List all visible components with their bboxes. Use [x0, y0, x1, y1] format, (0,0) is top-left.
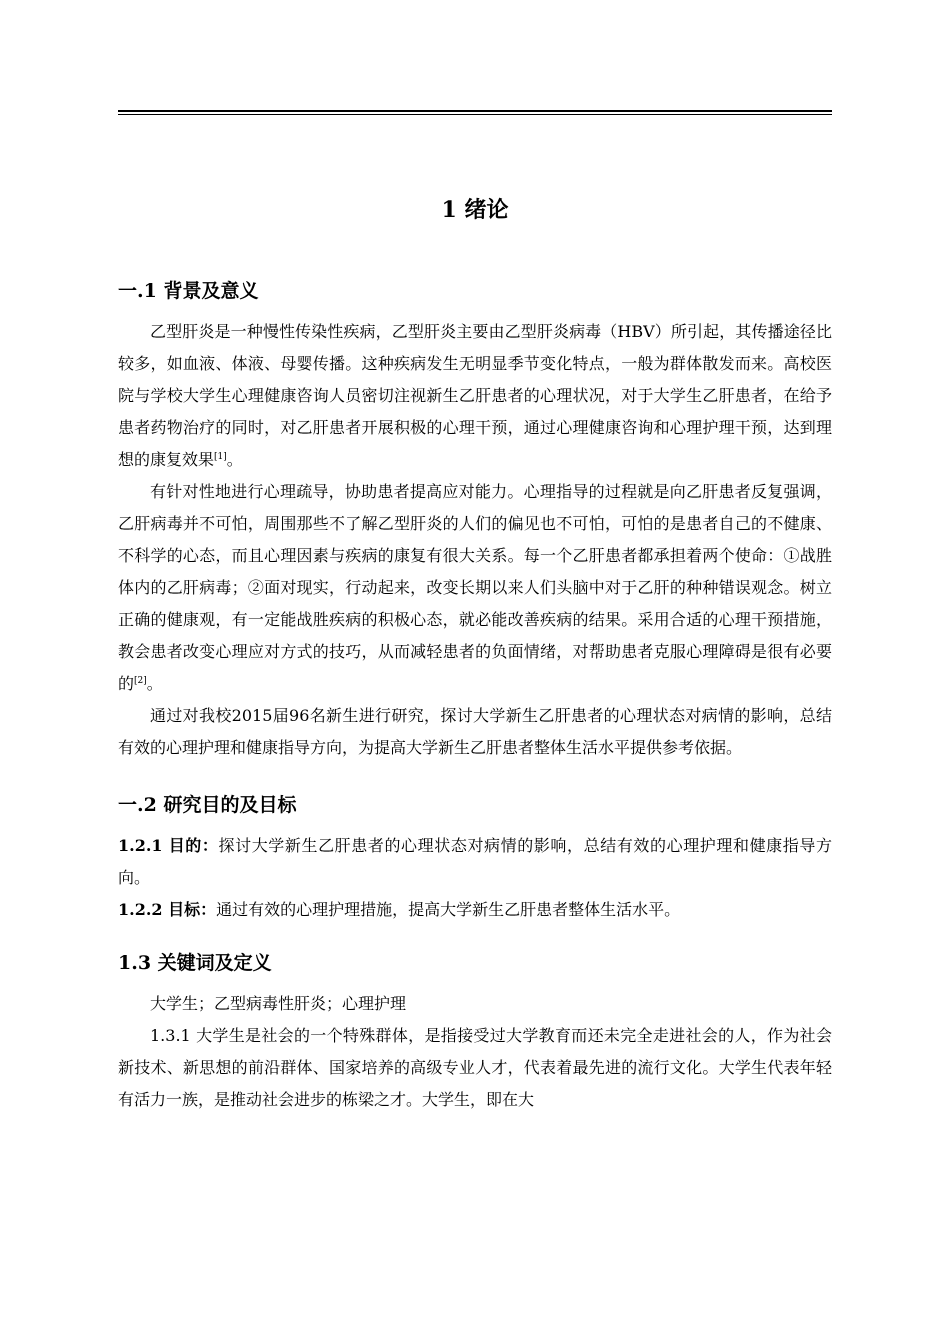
chapter-title: 1 绪论 [441, 197, 509, 223]
item-label: 1.2.1 目的： [118, 836, 219, 855]
section-title-background: 一.1 背景及意义 [118, 280, 259, 302]
paragraph-background-2 [118, 476, 832, 700]
citation-ref: [1] [214, 452, 227, 462]
objective-item-goal [118, 894, 832, 926]
item-label: 1.2.2 目标： [118, 900, 217, 919]
item-text: 探讨大学新生乙肝患者的心理状态对病情的影响，总结有效的心理护理和健康指导方向。 [118, 836, 832, 887]
header-rule-thin [118, 114, 832, 115]
section-title-keywords: 1.3 关键词及定义 [118, 952, 272, 974]
paragraph-end: 。 [226, 450, 243, 469]
document-body [118, 180, 832, 1116]
paragraph-text: 有针对性地进行心理疏导，协助患者提高应对能力。心理指导的过程就是向乙肝患者反复强调，乙肝病毒并不可怕，周围那些不了解乙型肝炎的人们的偏见也不可怕，可怕的是患者自己的不健康、不科学的心态，而且心理因素与疾病的康复有很大关系。每一个乙肝患者都承担着两个使命：①战胜体内的乙肝病毒；②面对现实，行动起来，改变长期以来人们头脑中对于乙肝的种种错误观念。树立正确的健康观，有一定能战胜疾病的积极心态，就必能改善疾病的结果。采用合适的心理干预措施，教会患者改变心理应对方式的技巧，从而减轻患者的负面情绪，对帮助患者克服心理障碍是很有必要的 [118, 482, 832, 693]
paragraph-text: 乙型肝炎是一种慢性传染性疾病，乙型肝炎主要由乙型肝炎病毒（HBV）所引起，其传播途径比较多，如血液、体液、母婴传播。这种疾病发生无明显季节变化特点，一般为群体散发而来。高校医院与学校大学生心理健康咨询人员密切注视新生乙肝患者的心理状况，对于大学生乙肝患者，在给予患者药物治疗的同时，对乙肝患者开展积极的心理干预，通过心理健康咨询和心理护理干预，达到理想的康复效果 [118, 322, 832, 469]
paragraph-definition-1: 1.3.1 大学生是社会的一个特殊群体，是指接受过大学教育而还未完全走进社会的人，作为社会新技术、新思想的前沿群体、国家培养的高级专业人才，代表着最先进的流行文化。大学生代表年轻有活力一族，是推动社会进步的栋梁之才。大学生，即在大 [118, 1026, 832, 1109]
header-rule-thick [118, 110, 832, 112]
keywords-line: 大学生；乙型病毒性肝炎；心理护理 [150, 994, 407, 1013]
citation-ref: [2] [134, 676, 147, 686]
paragraph-background-3: 通过对我校2015届96名新生进行研究，探讨大学新生乙肝患者的心理状态对病情的影响，总结有效的心理护理和健康指导方向，为提高大学新生乙肝患者整体生活水平提供参考依据。 [118, 706, 832, 757]
section-title-objectives: 一.2 研究目的及目标 [118, 794, 297, 816]
paragraph-end: 。 [146, 674, 163, 693]
item-text: 通过有效的心理护理措施，提高大学新生乙肝患者整体生活水平。 [216, 900, 681, 919]
objective-item-purpose [118, 830, 832, 894]
paragraph-background-1 [118, 316, 832, 476]
